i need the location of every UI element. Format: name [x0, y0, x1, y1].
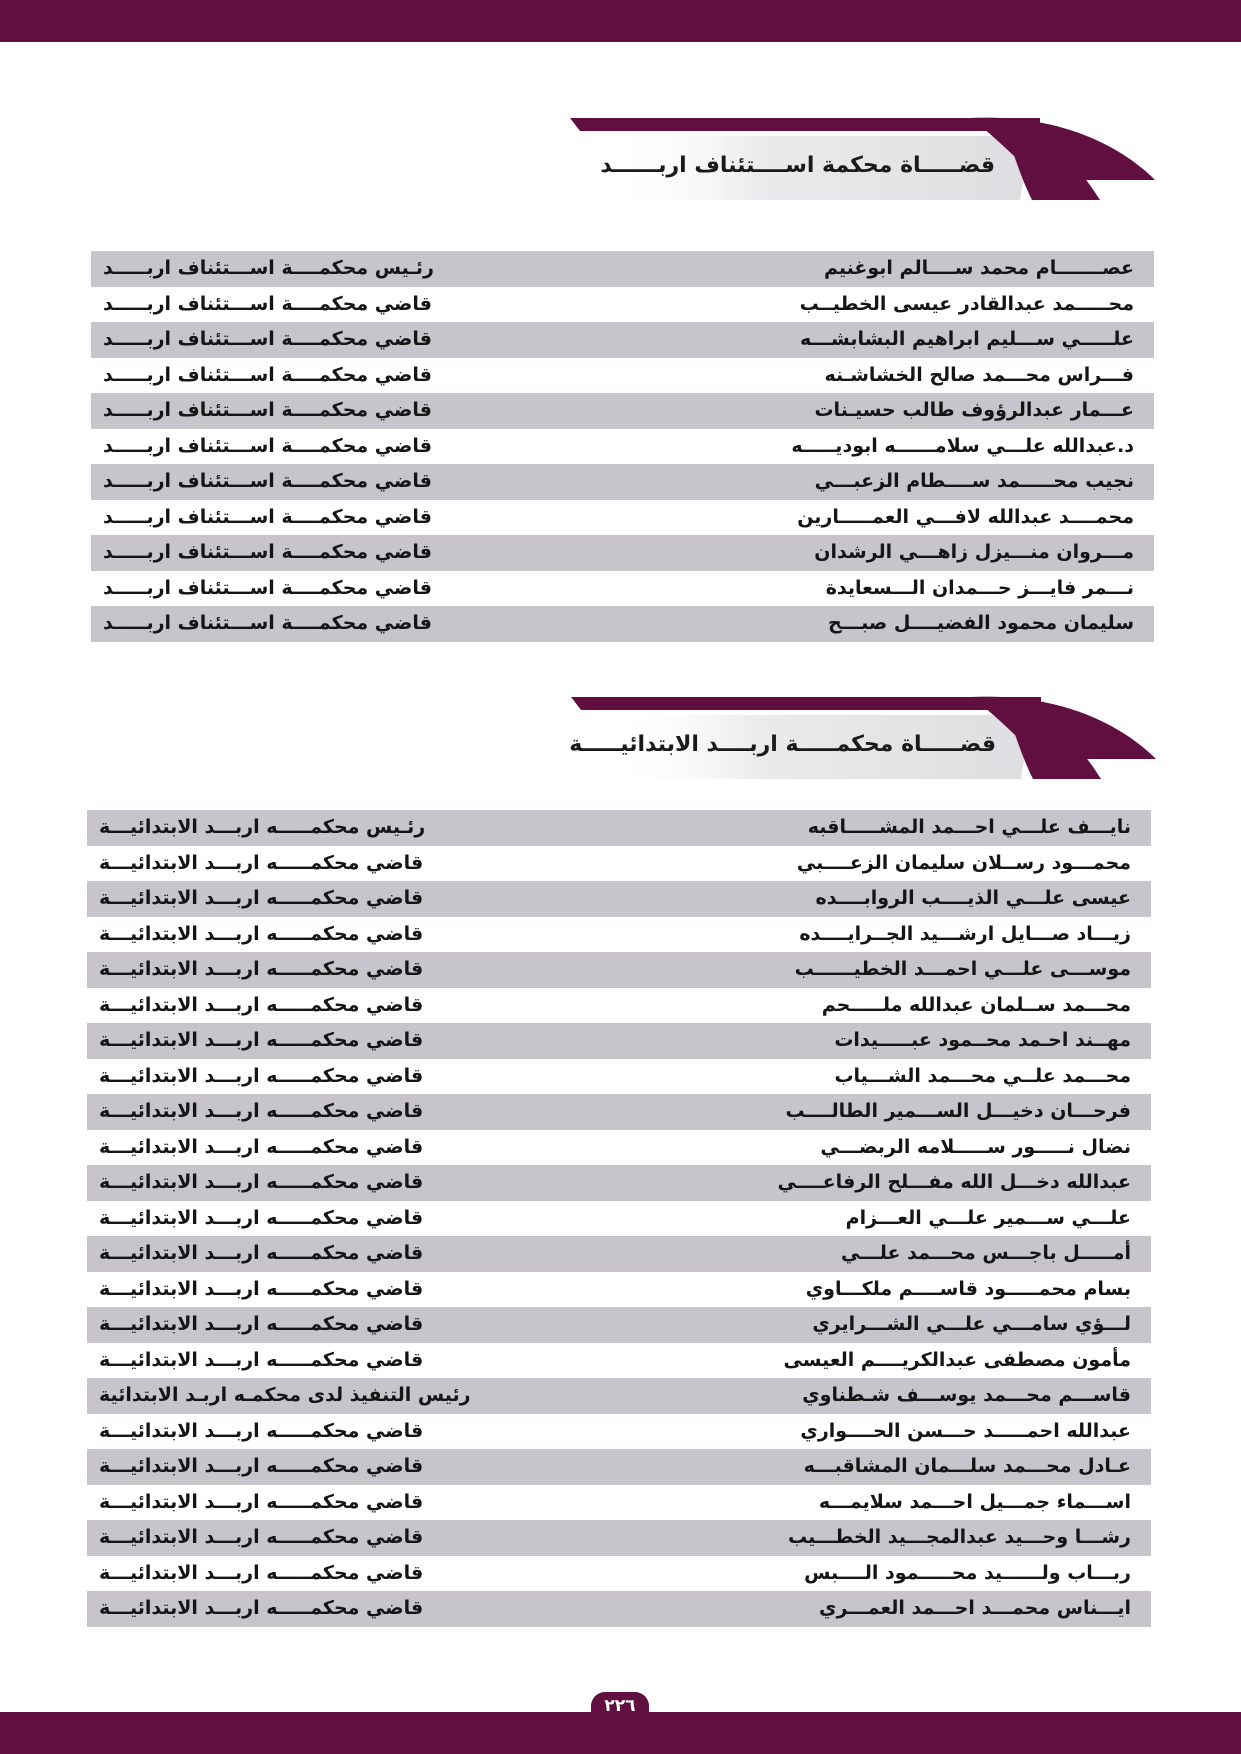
judge-role: قاضي محكمـــــه اربـــد الابتدائيـــة — [99, 1419, 424, 1442]
table-row — [87, 988, 1151, 1024]
judge-role: قاضي محكمـــــه اربـــد الابتدائيـــة — [99, 1348, 424, 1371]
judge-name: قاســـم محـــمد يوســـف شـطناوي — [802, 1384, 1131, 1406]
judge-name: بسام محمـــــود قاســــم ملكـــاوي — [805, 1277, 1131, 1300]
table-row — [91, 571, 1154, 607]
judge-name: زيـــاد صـــايل ارشـــيد الجــرايــــده — [799, 922, 1131, 945]
table-row — [87, 1272, 1151, 1308]
judge-role: قاضي محكمــــة اســـتئناف اربـــــد — [103, 434, 432, 457]
judge-role: قاضي محكمـــــه اربـــد الابتدائيـــة — [99, 1171, 424, 1193]
judge-role: رئـيس محكمــــة اســـتئناف اربـــــد — [103, 257, 434, 279]
judge-role: قاضي محكمــــة اســـتئناف اربـــــد — [103, 399, 432, 421]
table-row — [87, 846, 1151, 882]
judge-role: قاضي محكمــــة اســـتئناف اربـــــد — [103, 328, 432, 350]
judge-name: اســـماء جمـــيل احـــمد سلايمـــه — [818, 1490, 1131, 1513]
table-row — [91, 393, 1154, 429]
table-row — [87, 1130, 1151, 1166]
table-row — [91, 429, 1154, 465]
section-title: قضـــــاة محكمة اســــتئناف اربــــــد — [600, 153, 995, 178]
judge-role: قاضي محكمـــــه اربـــد الابتدائيـــة — [99, 958, 424, 980]
table-row — [91, 500, 1154, 536]
table-row — [91, 535, 1154, 571]
section-header-appeal — [570, 118, 1155, 200]
table-row — [87, 1023, 1151, 1059]
judge-role: قاضي محكمـــــه اربـــد الابتدائيـــة — [99, 1242, 424, 1264]
judge-role: رئـيس محكمـــــه اربـــد الابتدائيـــة — [99, 816, 426, 838]
judge-role: قاضي محكمــــة اســـتئناف اربـــــد — [103, 505, 432, 528]
table-row — [91, 358, 1154, 394]
table-row — [91, 322, 1154, 358]
judge-name: محـــــمد عبدالقادر عيسى الخطيــب — [799, 292, 1134, 315]
judge-name: محـــمد ســلمان عبدالله ملـــــحم — [821, 993, 1131, 1016]
judge-name: نـــمر فايـــز حـــمدان الـــسعايدة — [825, 576, 1134, 599]
judge-name: عـادل محـــمد سلـــمان المشاقبـــه — [803, 1455, 1131, 1477]
judge-name: عصـــــــام محمد ســــالم ابوغنيم — [823, 257, 1134, 279]
table-row — [87, 1059, 1151, 1095]
judge-role: قاضي محكمـــــه اربـــد الابتدائيـــة — [99, 1064, 424, 1087]
judge-name: ايـــناس محمـــد احـــمد العمـــري — [819, 1597, 1131, 1619]
judge-role: قاضي محكمــــة اســـتئناف اربـــــد — [103, 292, 432, 315]
table-row — [87, 952, 1151, 988]
section-header-first-instance — [571, 697, 1156, 779]
judge-role: قاضي محكمـــــه اربـــد الابتدائيـــة — [99, 1526, 424, 1548]
judge-name: عبدالله احمـــــد حـــسن الحــــواري — [800, 1419, 1131, 1442]
judge-role: قاضي محكمـــــه اربـــد الابتدائيـــة — [99, 1100, 424, 1122]
table-row — [87, 1520, 1151, 1556]
table-row — [87, 1094, 1151, 1130]
table-row — [87, 1236, 1151, 1272]
judge-role: قاضي محكمـــــه اربـــد الابتدائيـــة — [99, 851, 424, 874]
table-row — [87, 1378, 1151, 1414]
table-row — [91, 251, 1154, 287]
judge-name: موســـى علـــي احمـــد الخطيــــــب — [794, 958, 1131, 980]
judge-name: عبدالله دخـــل الله مفـــلح الرفاعــــي — [777, 1171, 1131, 1193]
judge-name: سليمان محمود الفضيــــل صبـــح — [827, 612, 1134, 634]
judge-name: أمـــــل باجـــس محـــمد علـــي — [841, 1242, 1131, 1264]
judge-name: نجيب محـــــمد ســــطام الزعبـــي — [814, 470, 1134, 492]
judge-role: قاضي محكمــــة اســـتئناف اربـــــد — [103, 470, 432, 492]
table-row — [87, 1201, 1151, 1237]
judge-role: قاضي محكمـــــه اربـــد الابتدائيـــة — [99, 1561, 424, 1584]
judge-role: قاضي محكمـــــه اربـــد الابتدائيـــة — [99, 1313, 424, 1335]
judge-role: قاضي محكمـــــه اربـــد الابتدائيـــة — [99, 922, 424, 945]
judge-name: لـــؤي سامـــي علـــي الشـــرايري — [812, 1313, 1131, 1335]
judge-role: قاضي محكمـــــه اربـــد الابتدائيـــة — [99, 1490, 424, 1513]
table-row — [91, 464, 1154, 500]
table-row — [87, 881, 1151, 917]
table-row — [87, 1307, 1151, 1343]
judge-name: علـــي ســـمير علـــي العـــزام — [845, 1206, 1131, 1229]
judge-role: قاضي محكمـــــه اربـــد الابتدائيـــة — [99, 1135, 424, 1158]
table-row — [87, 1449, 1151, 1485]
judge-role: قاضي محكمـــــه اربـــد الابتدائيـــة — [99, 993, 424, 1016]
table-row — [91, 606, 1154, 642]
section-title: قضـــــاة محكمـــــة اربــــد الابتدائيـــــة — [569, 732, 996, 757]
judge-name: عيسى علـــي الذيــــب الروابــــده — [815, 887, 1131, 909]
judge-role: قاضي محكمـــــه اربـــد الابتدائيـــة — [99, 1029, 424, 1051]
judge-role: رئيس التنفيذ لدى محكمـه اربـد الابتدائية — [99, 1384, 471, 1406]
table-row — [87, 1165, 1151, 1201]
page-number: ٢٢٦ — [591, 1692, 649, 1720]
judge-name: مـــروان منـــيزل زاهـــي الرشدان — [814, 541, 1134, 563]
table-row — [91, 287, 1154, 323]
judge-role: قاضي محكمــــة اســـتئناف اربـــــد — [103, 541, 432, 563]
judge-role: قاضي محكمــــة اســـتئناف اربـــــد — [103, 612, 432, 634]
judge-name: عـــمار عبدالرؤوف طالب حسيـنات — [814, 399, 1134, 421]
table-row — [87, 1485, 1151, 1521]
judge-role: قاضي محكمـــــه اربـــد الابتدائيـــة — [99, 1277, 424, 1300]
table-row — [87, 917, 1151, 953]
judge-name: نضال نـــــور ســـــلامه الربضـــي — [820, 1135, 1131, 1158]
judge-name: علـــــي ســـليم ابراهيم البشابشـــه — [799, 328, 1134, 350]
judge-name: رشـــا وحـــيد عبدالمجـــيد الخطـــيب — [787, 1526, 1131, 1548]
judge-name: محمــــد عبدالله لافـــي العمـــــارين — [797, 505, 1134, 528]
table-row — [87, 810, 1151, 846]
judge-name: محمـــود رســلان سليمان الزعــــبي — [796, 851, 1131, 874]
judge-role: قاضي محكمـــــه اربـــد الابتدائيـــة — [99, 1206, 424, 1229]
judge-role: قاضي محكمـــــه اربـــد الابتدائيـــة — [99, 1455, 424, 1477]
appeal-judges-table — [91, 251, 1154, 642]
judge-name: مأمون مصطفى عبدالكريــــم العيسى — [783, 1348, 1131, 1371]
judge-name: فرحـــان دخيـــل الســـمير الطالــــب — [785, 1100, 1131, 1122]
judge-name: نايـــف علـــي احـــمد المشـــــاقبه — [807, 816, 1131, 838]
table-row — [87, 1556, 1151, 1592]
top-band — [0, 0, 1241, 42]
judge-role: قاضي محكمـــــه اربـــد الابتدائيـــة — [99, 887, 424, 909]
judge-name: د.عبدالله علـــي سلامــــــه ابوديـــــه — [791, 434, 1134, 457]
judge-name: فـــراس محـــمد صالح الخشاشـنه — [824, 363, 1134, 386]
table-row — [87, 1591, 1151, 1627]
judge-name: مهــند احـمد محــمود عبـــــيدات — [834, 1029, 1131, 1051]
judge-role: قاضي محكمــــة اســـتئناف اربـــــد — [103, 576, 432, 599]
judge-name: ربـــاب ولــــــيد محـــــمود الــــبس — [804, 1561, 1131, 1584]
first-instance-judges-table — [87, 810, 1151, 1627]
judge-name: محـــمد علــي محـــمد الشـــياب — [834, 1064, 1131, 1087]
table-row — [87, 1414, 1151, 1450]
judge-role: قاضي محكمــــة اســـتئناف اربـــــد — [103, 363, 432, 386]
judge-role: قاضي محكمـــــه اربـــد الابتدائيـــة — [99, 1597, 424, 1619]
table-row — [87, 1343, 1151, 1379]
